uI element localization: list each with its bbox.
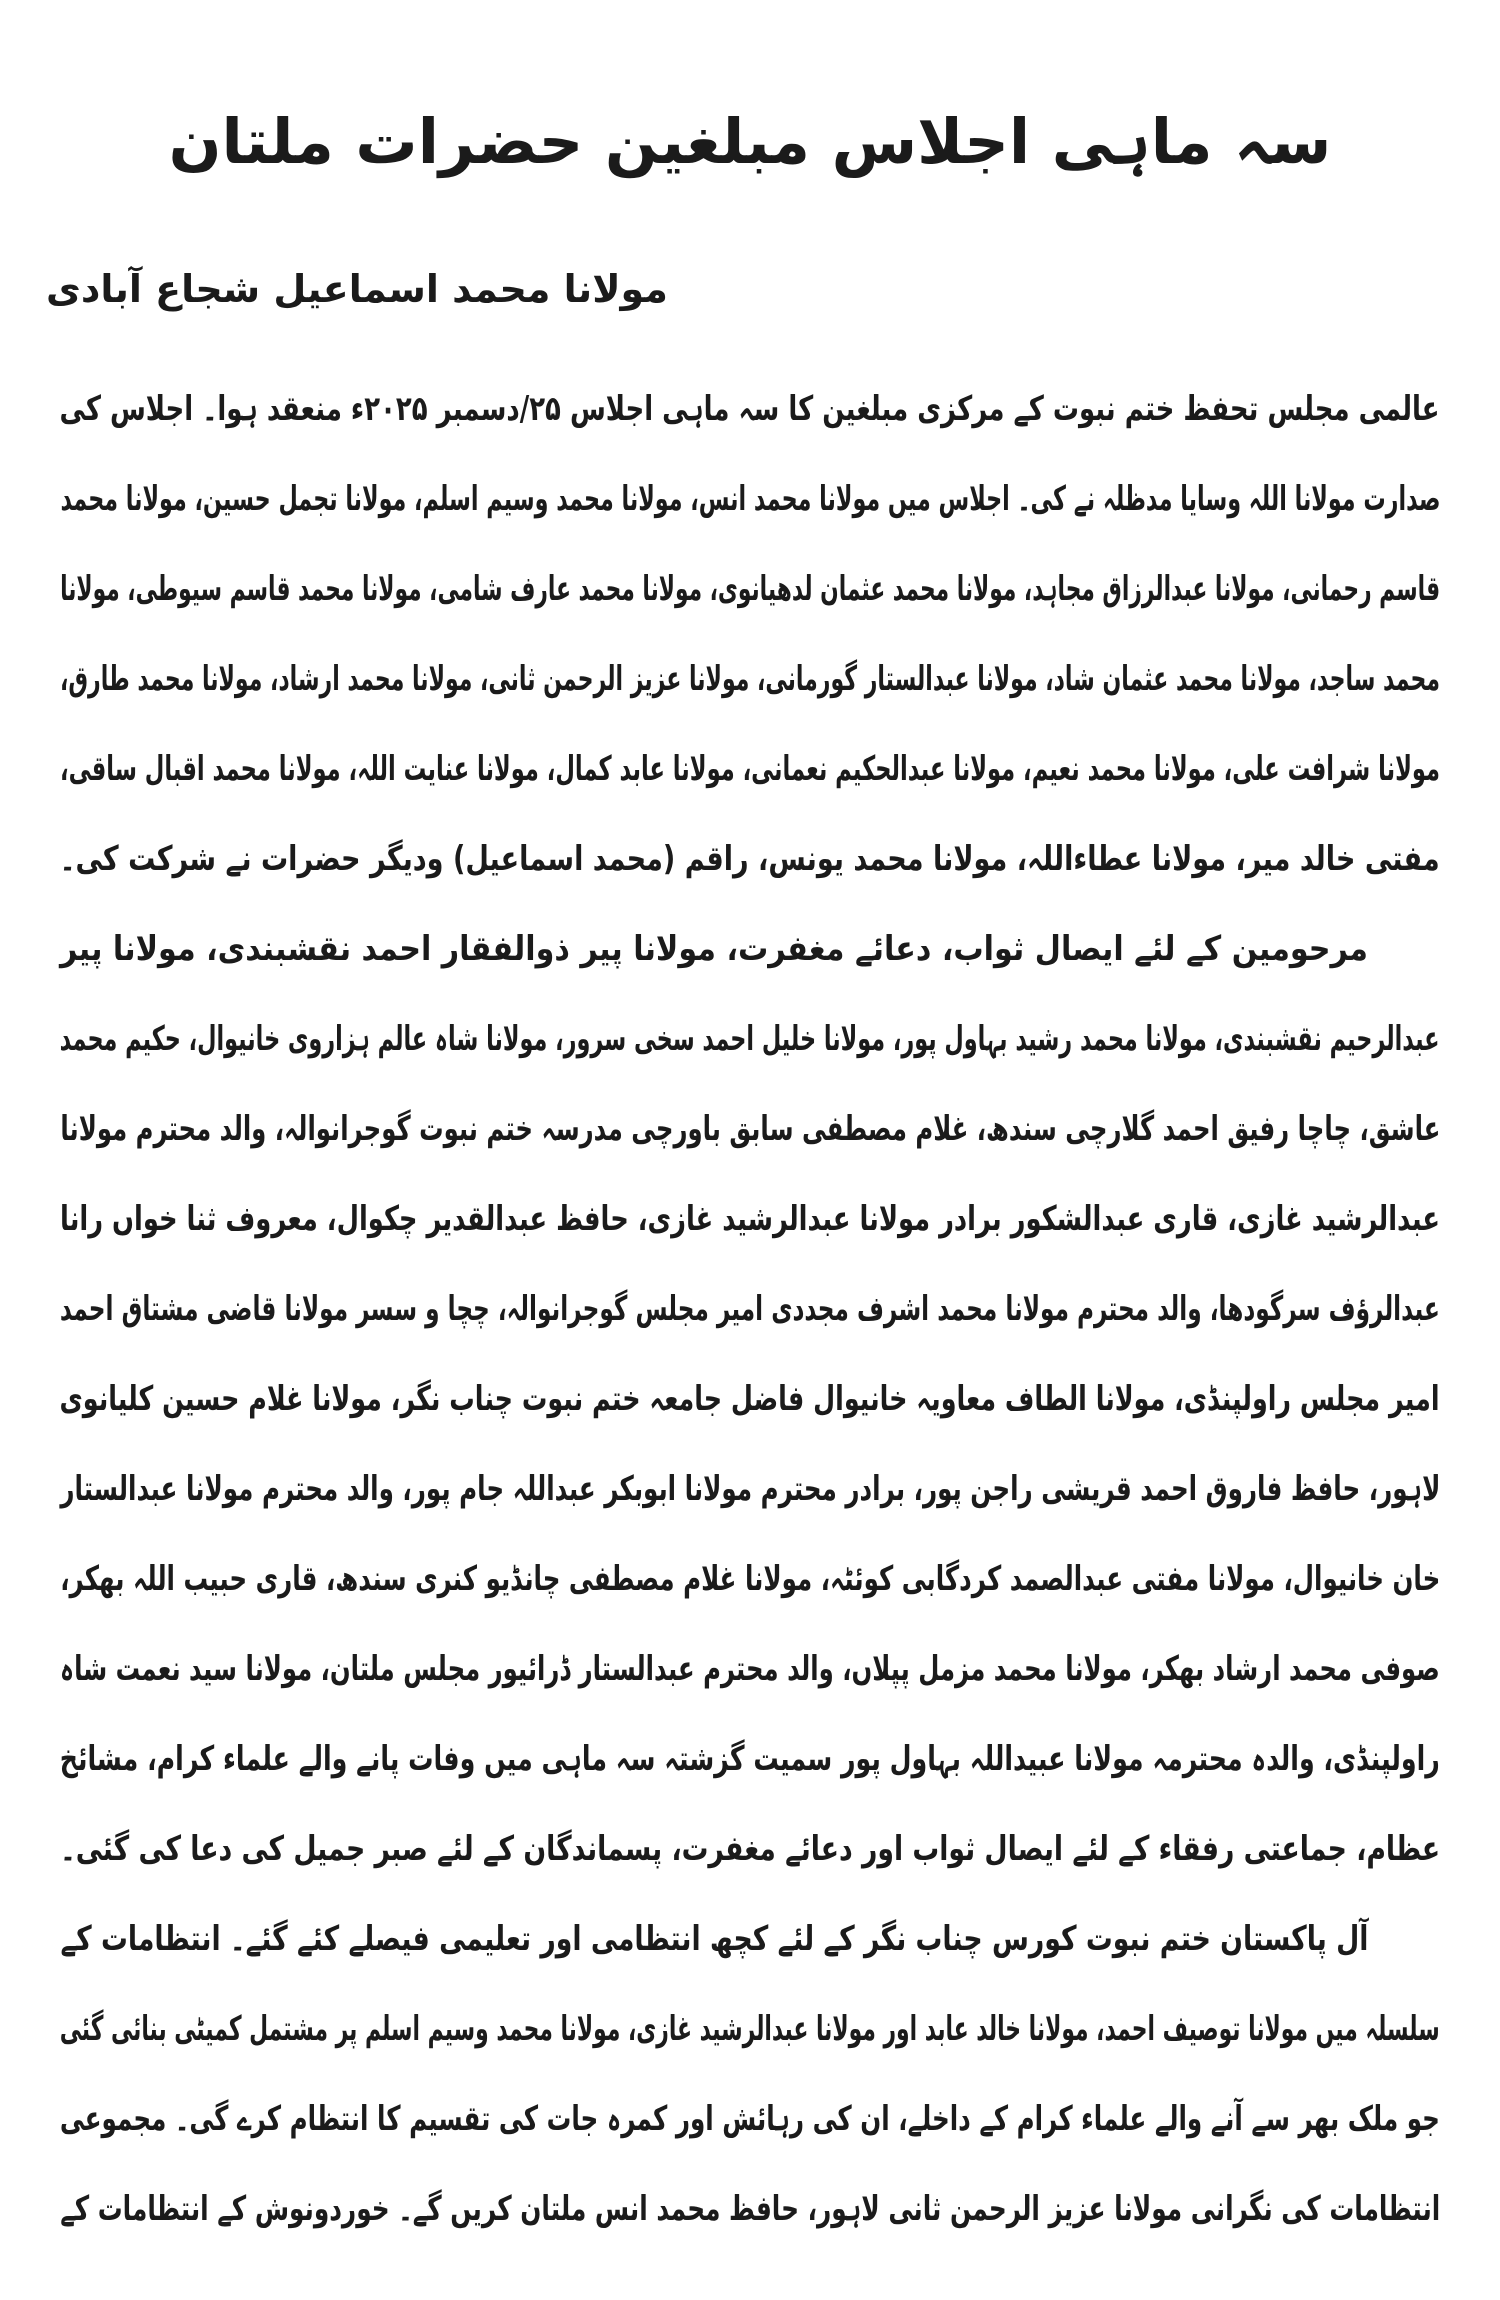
body-line [60,1084,1440,1174]
body-line [60,1624,1440,1714]
body-line [60,1354,1440,1444]
body-line-text: مولانا شرافت علی، مولانا محمد نعیم، مولانا عبدالحکیم نعمانی، مولانا عابد کمال، مولانا عنایت اللہ، مولانا محمد اقبال ساقی، [60,749,1440,789]
body-line-text: سلسلہ میں مولانا توصیف احمد، مولانا خالد عابد اور مولانا عبدالرشید غازی، مولانا محمد وسیم اسلم پر مشتمل کمیٹی بنائی گئی [60,2009,1440,2049]
body-line-text: جو ملک بھر سے آنے والے علماء کرام کے داخلے، ان کی رہائش اور کمرہ جات کی تقسیم کا انتظام کرے گی۔ مجموعی [60,2099,1440,2139]
byline: مولانا محمد اسماعیل شجاع آبادی [46,267,668,311]
body-line [60,1714,1440,1804]
body-line [60,1444,1440,1534]
article-title: سہ ماہی اجلاس مبلغین حضرات ملتان [168,104,1332,178]
body-line-text: صدارت مولانا اللہ وسایا مدظلہ نے کی۔ اجلاس میں مولانا محمد انس، مولانا محمد وسیم اسلم، مولانا تجمل حسین، مولانا محمد [60,479,1440,519]
body-line [60,1804,1440,1894]
body-line [60,904,1440,994]
body-line-text: عبدالرؤف سرگودھا، والد محترم مولانا محمد اشرف مجددی امیر مجلس گوجرانوالہ، چچا و سسر مولانا قاضی مشتاق احمد [60,1289,1440,1329]
body-line [60,1894,1440,1984]
body-line-text: امیر مجلس راولپنڈی، مولانا الطاف معاویہ خانیوال فاضل جامعہ ختم نبوت چناب نگر، مولانا غلام حسین کلیانوی [60,1379,1440,1419]
body-line-text: عظام، جماعتی رفقاء کے لئے ایصال ثواب اور دعائے مغفرت، پسماندگان کے لئے صبر جمیل کی دعا کی گئی۔ [60,1829,1440,1869]
body-line-text: آل پاکستان ختم نبوت کورس چناب نگر کے لئے کچھ انتظامی اور تعلیمی فیصلے کئے گئے۔ انتظامات کے [60,1919,1368,1959]
body-line-text: عبدالرحیم نقشبندی، مولانا محمد رشید بہاول پور، مولانا خلیل احمد سخی سرور، مولانا شاہ عالم ہزاروی خانیوال، حکیم محمد [60,1019,1440,1059]
body-line [60,994,1440,1084]
body-line-text: عالمی مجلس تحفظ ختم نبوت کے مرکزی مبلغین کا سہ ماہی اجلاس ۲۵/دسمبر ۲۰۲۵ء منعقد ہوا۔ اجلاس کی [60,389,1440,429]
body-line [60,634,1440,724]
body-line [60,544,1440,634]
body-line [60,1174,1440,1264]
body-line [60,1984,1440,2074]
body-line [60,1534,1440,1624]
body-line-text: لاہور، حافظ فاروق احمد قریشی راجن پور، برادر محترم مولانا ابوبکر عبداللہ جام پور، والد محترم مولانا عبدالستار [60,1469,1440,1509]
body-line-text: مرحومین کے لئے ایصال ثواب، دعائے مغفرت، مولانا پیر ذوالفقار احمد نقشبندی، مولانا پیر [60,929,1368,969]
body-line [60,364,1440,454]
body-line-text: خان خانیوال، مولانا مفتی عبدالصمد کردگابی کوئٹہ، مولانا غلام مصطفی چانڈیو کنری سندھ، قاری حبیب اللہ بھکر، [60,1559,1440,1599]
body-line [60,2074,1440,2164]
body-line-text: عاشق، چاچا رفیق احمد گلارچی سندھ، غلام مصطفی سابق باورچی مدرسہ ختم نبوت گوجرانوالہ، والد محترم مولانا [60,1109,1440,1149]
body-line-text: راولپنڈی، والدہ محترمہ مولانا عبیداللہ بہاول پور سمیت گزشتہ سہ ماہی میں وفات پانے والے علماء کرام، مشائخ [60,1739,1440,1779]
body-line [60,2164,1440,2254]
body-line-text: صوفی محمد ارشاد بھکر، مولانا محمد مزمل پپلاں، والد محترم عبدالستار ڈرائیور مجلس ملتان، مولانا سید نعمت شاہ [60,1649,1440,1689]
body-line-text: انتظامات کی نگرانی مولانا عزیز الرحمن ثانی لاہور، حافظ محمد انس ملتان کریں گے۔ خوردونوش کے انتظامات کے [60,2189,1440,2229]
body-line-text: عبدالرشید غازی، قاری عبدالشکور برادر مولانا عبدالرشید غازی، حافظ عبدالقدیر چکوال، معروف ثنا خواں رانا [60,1199,1440,1239]
body-line-text: مفتی خالد میر، مولانا عطاءاللہ، مولانا محمد یونس، راقم (محمد اسماعیل) ودیگر حضرات نے شرکت کی۔ [60,839,1440,879]
body-line [60,724,1440,814]
body-line-text: قاسم رحمانی، مولانا عبدالرزاق مجاہد، مولانا محمد عثمان لدھیانوی، مولانا محمد عارف شامی، مولانا محمد قاسم سیوطی، مولانا [60,569,1440,609]
article-body [60,364,1440,2254]
body-line [60,454,1440,544]
body-line [60,814,1440,904]
body-line [60,1264,1440,1354]
body-line-text: محمد ساجد، مولانا محمد عثمان شاد، مولانا عبدالستار گورمانی، مولانا عزیز الرحمن ثانی، مولانا محمد ارشاد، مولانا محمد طارق، [60,659,1440,699]
